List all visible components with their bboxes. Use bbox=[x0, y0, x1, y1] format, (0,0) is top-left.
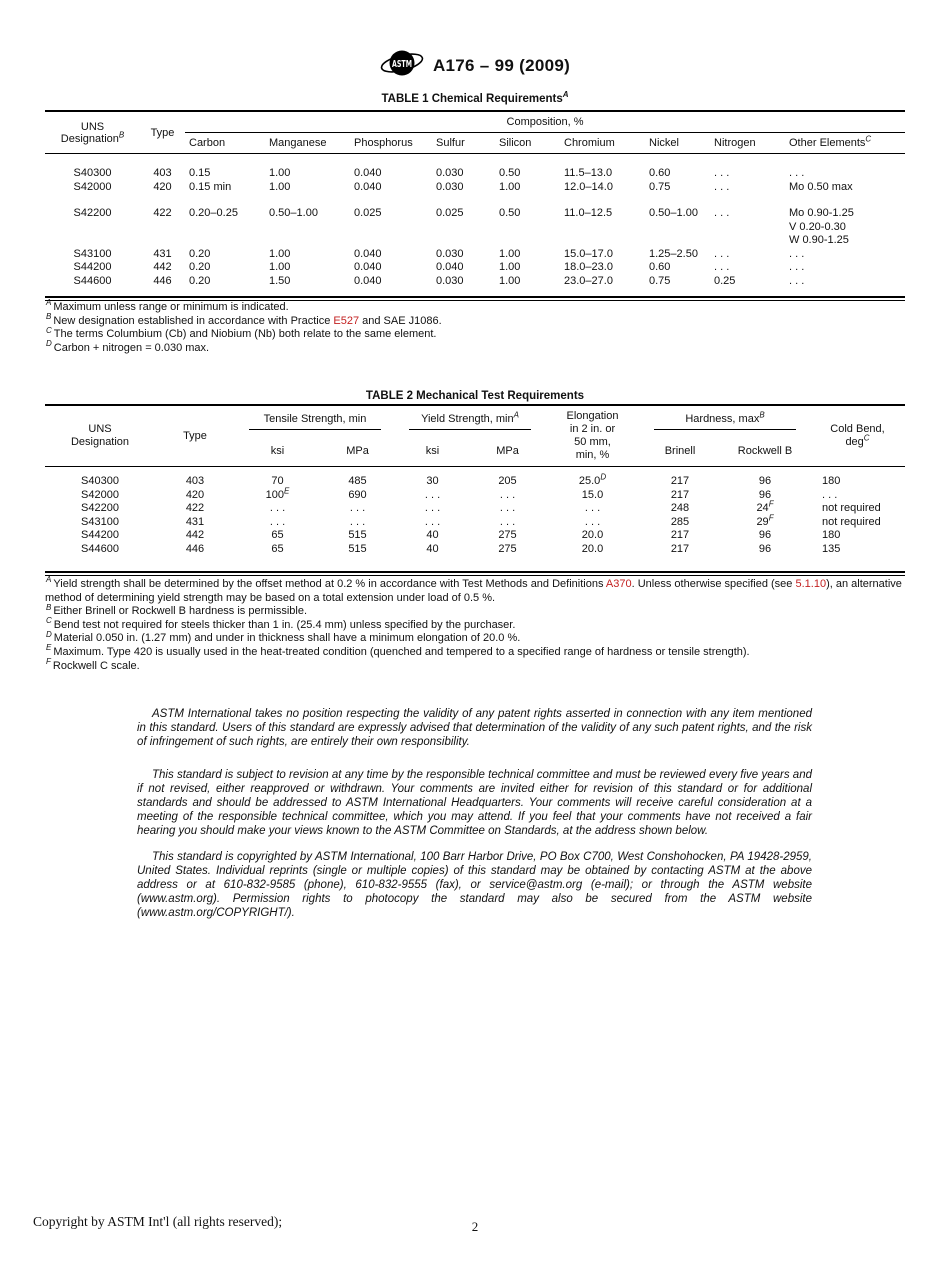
table-cell: 0.040 bbox=[354, 274, 382, 287]
table-cell: 217 bbox=[670, 475, 690, 487]
table-cell: . . . bbox=[499, 515, 516, 528]
table-cell: . . . bbox=[714, 247, 730, 260]
table-cell: $29^F$ bbox=[756, 512, 774, 528]
row-gap bbox=[45, 194, 905, 207]
footnote: $^C$ Bend test not required for steels thicker than 1 in. (25.4 mm) unless specified by the purchaser. bbox=[46, 616, 516, 631]
table2-mechanical-test-requirements bbox=[45, 404, 905, 556]
table-cell: 515 bbox=[348, 529, 367, 541]
copyright-notice-paragraph: This standard is copyrighted by ASTM International, 100 Barr Harbor Drive, PO Box C700, West Conshohocken, PA 19428-2959, United States. Individual reprints (single or multiple copies) of this standard may be obtained by contacting ASTM at the above address or at 610-832-9585 (phone), 610-832-9555 (fax), or service@astm.org (e-mail); or through the ASTM website (www.astm.org). Permission rights to photocopy the standard may also be secured from the ASTM website (www.astm.org/COPYRIGHT/). bbox=[137, 851, 812, 919]
col-header-manganese: Manganese bbox=[265, 133, 350, 154]
table-cell: 12.0–14.0 bbox=[564, 180, 613, 193]
col-header-rockwell-b: Rockwell B bbox=[720, 436, 810, 467]
table-cell: 1.00 bbox=[499, 180, 521, 193]
table-cell: . . . bbox=[349, 502, 366, 514]
table-cell: . . . bbox=[714, 180, 730, 193]
table-cell: . . . bbox=[424, 502, 441, 514]
col-header-carbon: Carbon bbox=[185, 133, 265, 154]
table2-body bbox=[45, 467, 905, 557]
table-row bbox=[45, 475, 905, 489]
uns-cell: S44200 bbox=[73, 261, 112, 273]
table2-footnotes bbox=[45, 575, 907, 673]
ref-link[interactable]: E527 bbox=[333, 314, 360, 327]
table-cell: 11.5–13.0 bbox=[564, 167, 613, 179]
table-cell: 96 bbox=[758, 475, 772, 487]
table-cell: $100^E$ bbox=[265, 485, 290, 501]
revision-notice-paragraph: This standard is subject to revision at any time by the responsible technical committee and must be reviewed every five years and if not revised, either reapproved or withdrawn. Your comments are invited either for revision of this standard or for additional standards and should be addressed to ASTM International Headquarters. Your comments will receive careful consideration at a meeting of the responsible technical committee, which you may attend. If you feel that your comments have not received a fair hearing you should make your views known to the ASTM Committee on Standards, at the address shown below. bbox=[137, 769, 812, 837]
type-cell: 422 bbox=[153, 207, 172, 219]
col-group-hardness: Hardness, $\max^B$ bbox=[640, 405, 810, 436]
footer-copyright: Copyright by ASTM Int'l (all rights reserved); bbox=[33, 1214, 283, 1229]
footnote: $^D$ Carbon + nitrogen = 0.030 max. bbox=[46, 339, 210, 354]
row-gap bbox=[45, 154, 905, 168]
table-cell: $24^F$ bbox=[756, 499, 774, 514]
type-cell: 420 bbox=[153, 180, 172, 193]
table2-title: TABLE 2 Mechanical Test Requirements bbox=[365, 390, 585, 402]
col-header-composition: Composition, % bbox=[185, 111, 905, 133]
table-cell: 0.025 bbox=[354, 207, 382, 219]
patent-disclaimer-paragraph: ASTM International takes no position respecting the validity of any patent rights asserted in connection with any item mentioned in this standard. Users of this standard are expressly advised that determination of the validity of any such patent rights, and the risk of infringement of such rights, are entirely their own responsibility. bbox=[137, 708, 812, 748]
table-cell: 23.0–27.0 bbox=[564, 274, 613, 287]
table-cell: 515 bbox=[348, 542, 367, 555]
footnote: $^F$ Rockwell C scale. bbox=[46, 656, 140, 672]
table-cell: 0.030 bbox=[436, 180, 464, 193]
astm-globe-logo-icon bbox=[380, 46, 424, 85]
col-header-tensile-ksi: ksi bbox=[235, 436, 320, 467]
table-cell: 1.25–2.50 bbox=[649, 247, 698, 260]
other-elements-cell: Mo 0.50 max bbox=[789, 180, 853, 193]
table-cell: 0.20 bbox=[189, 247, 211, 260]
table-cell: 0.60 bbox=[649, 167, 671, 179]
table-cell: 0.60 bbox=[649, 261, 671, 273]
table-cell: 96 bbox=[758, 529, 772, 541]
table-cell: 1.00 bbox=[499, 274, 521, 287]
col-header-nickel: Nickel bbox=[645, 133, 710, 154]
table-cell: 20.0 bbox=[581, 529, 604, 541]
table-cell: 0.040 bbox=[354, 261, 382, 273]
table-cell: 96 bbox=[758, 542, 772, 555]
table-row bbox=[45, 261, 905, 275]
col-header-other-elements: Other Elements$^C$ bbox=[785, 133, 905, 154]
other-elements-cell: . . . bbox=[789, 167, 805, 179]
type-cell: 442 bbox=[185, 529, 205, 541]
table-cell: 217 bbox=[670, 529, 690, 541]
table-cell: 0.030 bbox=[436, 247, 464, 260]
uns-cell: S43100 bbox=[73, 247, 112, 260]
table-cell: . . . bbox=[424, 488, 441, 501]
table-cell: 0.50 bbox=[499, 207, 521, 219]
table-cell: 0.50–1.00 bbox=[269, 207, 318, 219]
table-cell: 0.15 min bbox=[189, 180, 232, 193]
type-cell: 446 bbox=[185, 542, 205, 555]
table-cell: 485 bbox=[348, 475, 367, 487]
row-gap bbox=[45, 467, 905, 476]
col-header-type: Type bbox=[140, 111, 185, 154]
col-group-yield-strength: Yield Strength, $\min^A$ bbox=[395, 405, 545, 436]
table-cell: 1.00 bbox=[499, 247, 521, 260]
uns-cell: S42200 bbox=[81, 502, 119, 514]
table-cell: . . . bbox=[424, 515, 441, 528]
table-cell: 0.15 bbox=[189, 167, 211, 179]
page-number: 2 bbox=[471, 1219, 479, 1234]
uns-cell: S43100 bbox=[81, 515, 119, 528]
other-elements-cell: . . . bbox=[789, 247, 805, 260]
col-header-sulfur: Sulfur bbox=[432, 133, 495, 154]
table-cell: . . . bbox=[269, 502, 286, 514]
col-header-nitrogen: Nitrogen bbox=[710, 133, 785, 154]
uns-cell: S44200 bbox=[81, 529, 119, 541]
table-cell: 1.00 bbox=[269, 180, 291, 193]
uns-cell: S44600 bbox=[81, 542, 119, 555]
table-cell: . . . bbox=[714, 167, 730, 179]
table-cell: $25.0^D$ bbox=[578, 472, 607, 487]
doc-code: A176 – 99 (2009) bbox=[432, 55, 571, 75]
table-cell: 0.75 bbox=[649, 180, 671, 193]
table-cell: 217 bbox=[670, 542, 690, 555]
table-cell: . . . bbox=[714, 261, 730, 273]
table-cell: 135 bbox=[822, 542, 841, 555]
col-group-tensile-strength: Tensile Strength, min bbox=[235, 405, 395, 436]
table-cell: 0.75 bbox=[649, 274, 671, 287]
footnote: $^C$ The terms Columbium (Cb) and Niobium (Nb) both relate to the same element. bbox=[46, 325, 437, 341]
table-cell: 30 bbox=[426, 475, 439, 487]
table-cell: 0.50 bbox=[499, 167, 521, 179]
table-cell: . . . bbox=[269, 515, 286, 528]
table-cell: 0.25 bbox=[714, 274, 736, 287]
col-header-phosphorus: Phosphorus bbox=[350, 133, 432, 154]
uns-cell: S40300 bbox=[73, 167, 112, 179]
footnote: $^A$ Yield strength shall be determined by the offset method at 0.2 % in accordance with Test Methods and Definitions A370. Unless otherwise specified (see 5.1.10), an alternative method of determining yield strength may be based on a total extension under load of 0.5 %. bbox=[45, 575, 902, 604]
table-cell: 65 bbox=[271, 542, 284, 555]
table-cell: 1.00 bbox=[269, 247, 291, 260]
table-cell: 0.030 bbox=[436, 167, 464, 179]
table-cell: . . . bbox=[584, 502, 601, 514]
table-cell: 0.20–0.25 bbox=[189, 207, 238, 219]
table-row bbox=[45, 516, 905, 530]
uns-cell: S42200 bbox=[73, 207, 112, 219]
col-header-uns: UNS Designation bbox=[45, 405, 155, 467]
other-elements-cell: . . . bbox=[789, 261, 805, 273]
table-row bbox=[45, 489, 905, 503]
table-cell: 18.0–23.0 bbox=[564, 261, 613, 273]
table-row bbox=[45, 167, 905, 181]
table-row bbox=[45, 275, 905, 289]
table-cell: 0.030 bbox=[436, 274, 464, 287]
col-header-chromium: Chromium bbox=[560, 133, 645, 154]
table-cell: 180 bbox=[822, 475, 841, 487]
table-row bbox=[45, 181, 905, 195]
table-cell: 15.0–17.0 bbox=[564, 247, 613, 260]
table-cell: 275 bbox=[498, 542, 517, 555]
table-cell: . . . bbox=[499, 488, 516, 501]
col-header-brinell: Brinell bbox=[640, 436, 720, 467]
table-cell: 40 bbox=[426, 542, 439, 555]
uns-cell: S42000 bbox=[73, 180, 112, 193]
table2-bottom-rule bbox=[45, 571, 905, 576]
type-cell: 403 bbox=[185, 475, 205, 487]
table-cell: 180 bbox=[822, 529, 841, 541]
table-cell: 0.040 bbox=[354, 247, 382, 260]
other-elements-cell: Mo 0.90-1.25 V 0.20-0.30 W 0.90-1.25 bbox=[789, 207, 854, 246]
doc-header bbox=[0, 46, 950, 85]
col-header-yield-mpa: MPa bbox=[470, 436, 545, 467]
table-cell: 70 bbox=[271, 475, 284, 487]
col-header-tensile-mpa: MPa bbox=[320, 436, 395, 467]
type-cell: 442 bbox=[153, 261, 172, 273]
type-cell: 403 bbox=[153, 167, 172, 179]
table1-footnotes bbox=[45, 298, 907, 355]
table1-chemical-requirements bbox=[45, 110, 905, 288]
ref-link[interactable]: 5.1.10 bbox=[795, 578, 827, 590]
table-cell: 0.040 bbox=[436, 261, 464, 273]
table-cell: not required bbox=[822, 502, 881, 514]
legal-notices bbox=[137, 708, 812, 920]
type-cell: 420 bbox=[185, 488, 205, 501]
col-header-elongation: Elongation in 2 in. or 50 mm, min, % bbox=[545, 405, 640, 467]
footnote: $^B$ New designation established in accordance with Practice E527 and SAE J1086. bbox=[46, 311, 442, 327]
col-header-yield-ksi: ksi bbox=[395, 436, 470, 467]
table-row bbox=[45, 248, 905, 262]
type-cell: 431 bbox=[185, 515, 205, 528]
uns-cell: S44600 bbox=[73, 274, 112, 287]
table-row bbox=[45, 207, 905, 248]
footnote: $^A$ Maximum unless range or minimum is indicated. bbox=[46, 298, 289, 313]
footnote: $^E$ Maximum. Type 420 is usually used in the heat-treated condition (quenched and tempered to a specified range of hardness or tensile strength). bbox=[46, 643, 750, 658]
table-cell: 40 bbox=[426, 529, 439, 541]
table-cell: 11.0–12.5 bbox=[564, 207, 613, 219]
table-cell: 0.025 bbox=[436, 207, 464, 219]
type-cell: 446 bbox=[153, 274, 172, 287]
footnote: $^D$ Material 0.050 in. (1.27 mm) and under in thickness shall have a minimum elongation of 20.0 %. bbox=[46, 629, 521, 645]
other-elements-cell: . . . bbox=[789, 274, 805, 287]
table-cell: not required bbox=[822, 515, 881, 528]
uns-cell: S40300 bbox=[81, 475, 119, 487]
table-cell: 1.00 bbox=[269, 167, 291, 179]
table-cell: 248 bbox=[670, 502, 690, 514]
table1-body bbox=[45, 154, 905, 289]
col-header-type: Type bbox=[155, 405, 235, 467]
table-cell: 0.20 bbox=[189, 261, 211, 273]
type-cell: 422 bbox=[185, 502, 205, 514]
col-header-silicon: Silicon bbox=[495, 133, 560, 154]
table-cell: 285 bbox=[670, 515, 690, 528]
type-cell: 431 bbox=[153, 247, 172, 260]
col-header-uns: UNS Designation$^B$ bbox=[45, 111, 140, 154]
table-cell: 0.20 bbox=[189, 274, 211, 287]
table-cell: 275 bbox=[498, 529, 517, 541]
col-header-cold-bend: Cold Bend, deg$^C$ bbox=[810, 405, 905, 467]
table-cell: . . . bbox=[584, 515, 601, 528]
table1-title: TABLE 1 Chemical Requirements$^A$ bbox=[381, 90, 569, 105]
table-cell: . . . bbox=[349, 515, 366, 528]
table-row bbox=[45, 529, 905, 543]
table-cell: . . . bbox=[499, 502, 516, 514]
table-cell: . . . bbox=[822, 488, 838, 501]
ref-link[interactable]: A370 bbox=[605, 578, 632, 590]
table-cell: 690 bbox=[348, 488, 367, 501]
table-cell: 20.0 bbox=[581, 542, 604, 555]
table-cell: 65 bbox=[271, 529, 284, 541]
table-cell: . . . bbox=[714, 207, 730, 219]
uns-cell: S42000 bbox=[81, 488, 119, 501]
table-cell: 1.00 bbox=[499, 261, 521, 273]
table-cell: 0.040 bbox=[354, 180, 382, 193]
table-cell: 1.00 bbox=[269, 261, 291, 273]
table-cell: 15.0 bbox=[581, 488, 604, 501]
footnote: $^B$ Either Brinell or Rockwell B hardness is permissible. bbox=[46, 602, 308, 618]
table-cell: 96 bbox=[758, 488, 772, 501]
table-cell: 0.50–1.00 bbox=[649, 207, 698, 219]
table-cell: 0.040 bbox=[354, 167, 382, 179]
table-row bbox=[45, 543, 905, 557]
svg-text:ASTM: ASTM bbox=[391, 59, 412, 70]
table-cell: 217 bbox=[670, 488, 690, 501]
table-cell: 1.50 bbox=[269, 274, 291, 287]
table-cell: 205 bbox=[498, 475, 517, 487]
table-row bbox=[45, 502, 905, 516]
